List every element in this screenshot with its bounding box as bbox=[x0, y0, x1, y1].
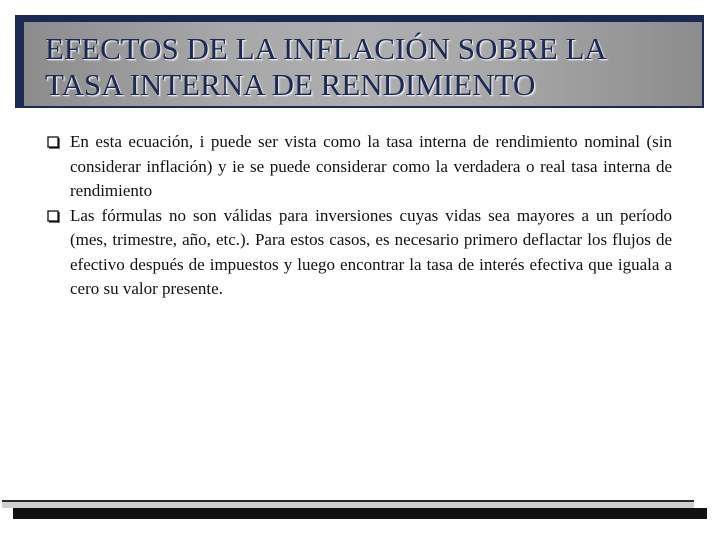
slide-title-line-2: TASA INTERNA DE RENDIMIENTO bbox=[45, 67, 536, 102]
footer-divider-dark bbox=[13, 508, 707, 519]
slide-title-line-1: EFECTOS DE LA INFLACIÓN SOBRE LA bbox=[45, 31, 607, 66]
hollow-square-bullet-icon bbox=[47, 136, 60, 149]
bullet-text-2: Las fórmulas no son válidas para inversiones cuyas vidas sea mayores a un período (mes, trimestre, año, etc.). Para estos casos, es necesario primero deflactar los flujos de efectivo después de impuestos y luego encontrar la tasa de interés efectiva que iguala a cero su valor presente. bbox=[70, 205, 672, 298]
bullet-text-1: En esta ecuación, i puede ser vista como la tasa interna de rendimiento nominal (sin considerar inflación) y ie se puede considerar como la verdadera o real tasa interna de rendimiento bbox=[70, 132, 672, 200]
bullet-item-2 bbox=[46, 204, 672, 302]
slide-title bbox=[45, 31, 607, 103]
hollow-square-bullet-icon bbox=[47, 210, 60, 223]
bullet-item-1 bbox=[46, 130, 672, 204]
title-banner bbox=[24, 22, 704, 108]
slide-body bbox=[46, 130, 672, 302]
